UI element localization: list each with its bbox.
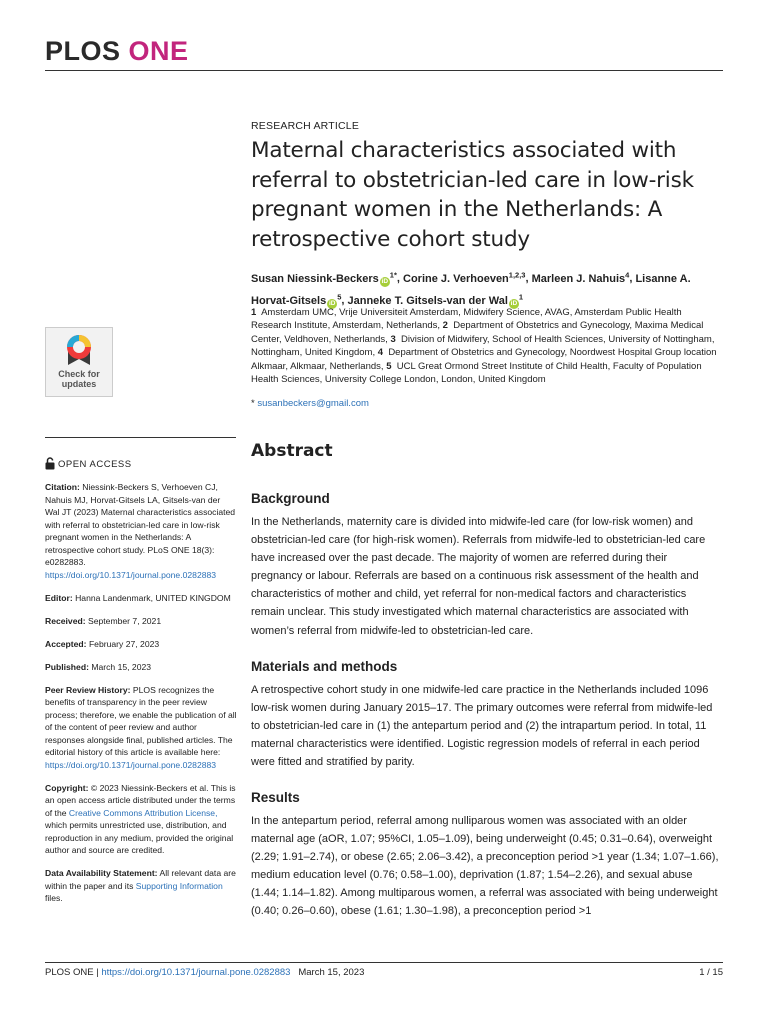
check-updates-line2: updates <box>61 379 97 389</box>
page-footer <box>45 967 723 978</box>
email-link[interactable]: susanbeckers@gmail.com <box>257 398 369 409</box>
page-number: 1 / 15 <box>699 967 723 978</box>
citation-doi-link[interactable]: https://doi.org/10.1371/journal.pone.0282883 <box>45 569 217 580</box>
accepted-date: Accepted: February 27, 2023 <box>45 638 160 649</box>
editor: Editor: Hanna Landenmark, UNITED KINGDOM <box>45 592 231 603</box>
footer-journal: PLOS ONE | <box>45 967 99 978</box>
peer-review-link[interactable]: https://doi.org/10.1371/journal.pone.0282883 <box>45 759 217 770</box>
background-text: In the Netherlands, maternity care is divided into midwife-led care (for low-risk women) and obstetrician-led care (for high-risk women). Referrals from midwife-led to obstetrician-led care have increased over the past decade. The majority of women are referred during their pregnancy or labour. Referrals are based on a continuous risk assessment of the health and characteristics of mother and child, yet referral for non-medical factors and characteristics remain unclear. This study investigated which maternal characteristics are associated with women’s referral from midwife-led to obstetrician-led care. <box>251 516 706 637</box>
license-link[interactable]: Creative Commons Attribution License, <box>68 807 218 818</box>
background-heading: Background <box>251 491 330 506</box>
received-date: Received: September 7, 2021 <box>45 615 162 626</box>
abstract-heading: Abstract <box>251 441 333 461</box>
affiliations: 1 Amsterdam UMC, Vrije Universiteit Amsterdam, Midwifery Science, AVAG, Amsterdam Public Health Research Institute, Amsterdam, Netherlands, 2 Department of Obstetrics and Gynecology, Maxima Medical Center, Veldhoven, Netherlands, 3 Division of Midwifery, School of Health Sciences, University of Nottingham, Nottingham, United Kingdom, 4 Department of Obstetrics and Gynecology, Noordwest Hospital Group location Alkmaar, Alkmaar, Netherlands, 5 UCL Great Ormond Street Institute of Child Health, Faculty of Population Health Sciences, University College London, London, United Kingdom <box>251 307 717 386</box>
crossmark-icon <box>65 333 93 367</box>
article-metadata-sidebar <box>45 481 237 915</box>
supporting-info-link[interactable]: Supporting Information <box>135 880 223 891</box>
methods-heading: Materials and methods <box>251 659 398 674</box>
author[interactable]: Lisanne A. Horvat-Gitsels $iD^5$ <box>251 272 691 307</box>
background-section <box>251 491 721 640</box>
data-availability: Data Availability Statement: All relevant data are within the paper and its Supporting Information files. <box>45 868 236 903</box>
copyright: Copyright: © 2023 Niessink-Beckers et al. This is an open access article distributed under the terms of the Creative Commons Attribution License, which permits unrestricted use, distribution, and reproduction in any medium, provided the original author and source are credited. <box>45 782 236 855</box>
check-for-updates-badge[interactable] <box>45 327 113 397</box>
author[interactable]: Janneke T. Gitsels-van der Wal $iD^1$ <box>347 292 524 307</box>
results-heading: Results <box>251 790 300 805</box>
check-updates-line1: Check for <box>58 369 100 379</box>
author[interactable]: Marleen J. Nahuis$^4$ <box>531 270 630 285</box>
orcid-icon[interactable]: iD <box>381 277 389 285</box>
journal-logo[interactable] <box>45 36 189 67</box>
author[interactable]: Susan Niessink-Beckers $iD^{1*}$ <box>251 270 397 285</box>
results-text: In the antepartum period, referral among nulliparous women was associated with an older maternal age (aOR, 1.07; 95%CI, 1.05–1.09), being underweight (0.45; 0.31–0.64), overweight (2.29; 1.91–2.74), or obese (2.65; 2.06–3.42), a preconception period >1 year (1.34; 1.07–1.66), medium education level (0.76; 0.58–1.00), deprivation (1.87; 1.54–2.26), and sexual abuse (1.44; 1.14–1.82). Among multiparous women, a referral was associated with being underweight (0.40; 0.26–0.60), obese (1.61; 1.30–1.98), a preconception period >1 <box>251 815 719 918</box>
author[interactable]: Corine J. Verhoeven$^{1,2,3}$ <box>403 270 526 285</box>
article-title: Maternal characteristics associated with referral to obstetrician-led care in low-risk pregnant women in the Netherlands: A retrospective cohort study <box>251 138 694 252</box>
logo-one-text: ONE <box>128 36 189 66</box>
orcid-icon[interactable]: iD <box>328 299 336 307</box>
open-access-label: OPEN ACCESS <box>45 457 132 473</box>
methods-text: A retrospective cohort study in one midwife-led care practice in the Netherlands included 1096 low-risk women during January 2015–17. The primary outcomes were referral from midwife-led to obstetrician-led care in (1) the antepartum period and (2) the intrapartum period. In total, 11 maternal characteristics were identified. Logistic regression models of referral in each period were fitted and stratified by parity. <box>251 684 713 769</box>
sidebar-divider <box>45 437 236 438</box>
methods-section <box>251 659 721 771</box>
orcid-icon[interactable]: iD <box>510 299 518 307</box>
results-section <box>251 790 721 921</box>
header-divider <box>45 70 723 71</box>
article-type: RESEARCH ARTICLE <box>251 120 360 132</box>
published-date: Published: March 15, 2023 <box>45 661 152 672</box>
author-list: Susan Niessink-Beckers $iD^{1*}$, Corine J. Verhoeven$^{1,2,3}$, Marleen J. Nahuis$^4$, Lisanne A. Horvat-Gitsels $iD^5$, Janneke T. Gitsels-van der Wal $iD^1$ <box>251 270 691 307</box>
logo-plos-text: PLOS <box>45 36 121 66</box>
citation: Citation: Niessink-Beckers S, Verhoeven CJ, Nahuis MJ, Horvat-Gitsels LA, Gitsels-van der Wal JT (2023) Maternal characteristics associated with referral to obstetrician-led care in low-risk pregnant women in the Netherlands: A retrospective cohort study. PLoS ONE 18(3): e0282883. https://doi.org/10.1371/journal.pone.0282883 <box>45 482 236 580</box>
correspondence: * susanbeckers@gmail.com <box>251 398 369 409</box>
footer-doi-link[interactable]: https://doi.org/10.1371/journal.pone.0282883 <box>101 967 291 978</box>
peer-review-history: Peer Review History: PLOS recognizes the benefits of transparency in the peer review process; therefore, we enable the publication of all of the content of peer review and author responses alongside final, published articles. The editorial history of this article is available here: https://doi.org/10.1371/journal.pone.0282883 <box>45 684 237 770</box>
open-lock-icon <box>45 457 55 473</box>
footer-date: March 15, 2023 <box>298 967 365 978</box>
footer-divider <box>45 962 723 963</box>
